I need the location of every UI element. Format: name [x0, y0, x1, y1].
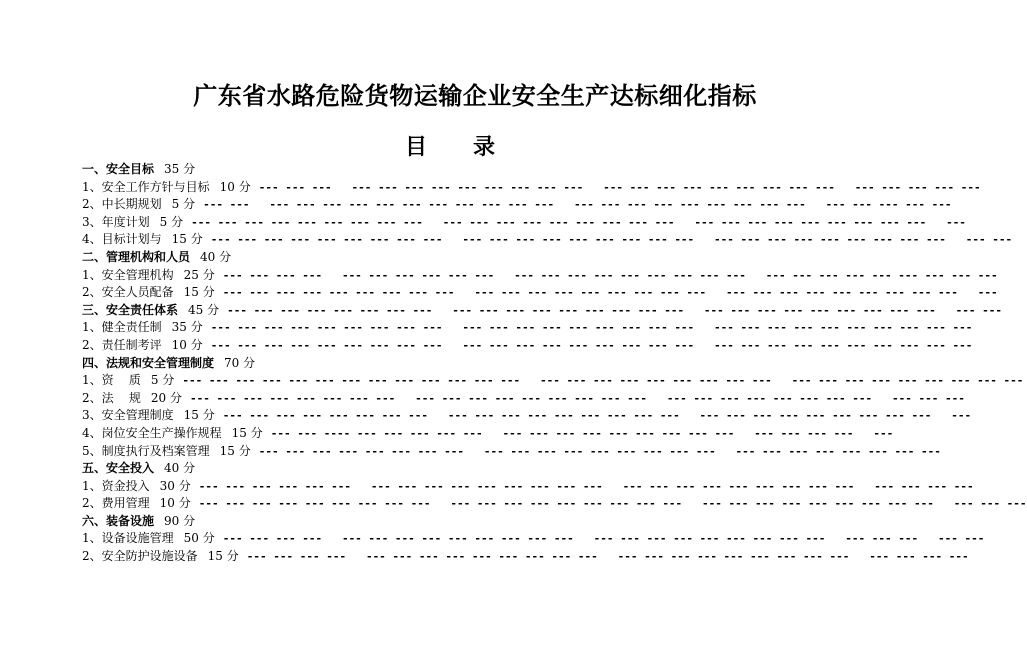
toc-item-label: 2、中长期规划	[82, 197, 162, 212]
toc-item-row	[82, 443, 941, 461]
toc-score: 30 分	[159, 478, 191, 493]
toc-item-label: 3、安全管理制度	[82, 408, 174, 423]
toc-score: 20 分	[150, 390, 182, 405]
toc-item-row	[82, 425, 894, 443]
toc-score: 15 分	[171, 232, 203, 247]
toc-item-label: 2、法 规	[82, 390, 141, 405]
toc-item-label: 2、费用管理	[82, 496, 150, 511]
toc-score: 40 分	[164, 461, 196, 476]
toc-item-row	[82, 548, 969, 566]
toc-dash-leader: --- --- --- --- --- --- --- --- --- --- --- --- --- --- --- --- --- --- --- --- --- --- --- --- --- --- ---	[222, 532, 985, 546]
toc-section-row	[82, 355, 842, 373]
toc-item-label: 3、年度计划	[82, 214, 150, 229]
toc-dash-leader: --- --- --- --- --- --- --- --- --- --- --- --- --- --- --- --- --- --- --- --- --- --- --- --- --- --- --- ---	[198, 479, 974, 493]
toc-dash-leader: --- --- --- --- --- --- --- --- --- --- --- --- --- --- --- --- --- --- --- --- --- --- --- --- --- --- --- ---	[191, 215, 966, 229]
toc-score: 10 分	[219, 179, 251, 194]
toc-dash-leader: --- --- --- --- --- --- --- --- --- --- --- --- --- --- --- --- --- --- --- --- --- --- --- --- --- ---	[246, 550, 969, 564]
toc-section-row	[82, 161, 842, 179]
toc-score: 35 分	[164, 162, 196, 176]
toc-dash-leader: --- --- --- --- --- --- --- --- --- --- --- --- --- --- --- --- --- --- --- --- --- --- --- --- --- ---	[258, 180, 981, 194]
toc-score: 25 分	[183, 267, 215, 282]
toc-score: 10 分	[159, 496, 191, 511]
toc-score: 45 分	[188, 302, 220, 317]
toc-item-label: 1、健全责任制	[82, 320, 162, 335]
toc-score: 70 分	[224, 355, 256, 370]
toc-section-label: 一、安全目标	[82, 162, 155, 176]
toc-dash-leader: --- --- --- --- --- --- --- --- --- --- --- --- --- --- --- --- --- --- --- --- --- --- --- --- --- --- ---	[222, 409, 972, 423]
toc-score: 5 分	[171, 197, 196, 212]
toc-item-row	[82, 372, 1024, 390]
toc-item-row	[82, 530, 985, 548]
toc-section-label: 三、安全责任体系	[82, 302, 179, 317]
toc-item-row	[82, 231, 1013, 249]
toc-score: 5 分	[150, 373, 175, 388]
toc-dash-leader: --- --- --- --- --- --- --- --- --- --- --- --- --- --- --- --- --- --- --- --- --- --- --- --- --- --- --- --- --- ---	[198, 497, 1027, 511]
toc-dash-leader: --- --- --- --- --- --- --- --- --- --- --- --- --- --- --- --- --- --- --- --- --- --- --- --- --- --- --- ---	[210, 321, 973, 335]
toc-item-row	[82, 319, 973, 337]
toc-item-row	[82, 478, 974, 496]
toc-dash-leader: --- --- --- --- --- --- --- --- --- --- --- --- --- --- --- --- --- --- --- --- --- --- --- --- --- --- --- --- --- --- ---	[182, 374, 1024, 388]
toc-heading: 目 录	[405, 135, 495, 160]
toc-score: 15 分	[219, 443, 251, 458]
toc-item-label: 2、安全防护设施设备	[82, 549, 198, 564]
toc-item-label: 1、安全管理机构	[82, 267, 174, 282]
toc-dash-leader: --- --- --- --- --- --- --- --- --- --- --- --- --- --- --- --- --- --- --- --- --- --- --- --- --- --- --- ---	[210, 338, 973, 352]
toc-item-row	[82, 196, 952, 214]
toc-item-row	[82, 390, 965, 408]
toc-item-label: 1、安全工作方针与目标	[82, 179, 210, 194]
toc-item-label: 1、资 质	[82, 373, 141, 388]
toc-section-label: 二、管理机构和人员	[82, 249, 191, 264]
toc-item-label: 1、设备设施管理	[82, 531, 174, 546]
toc-score: 35 分	[171, 320, 203, 335]
toc-item-row	[82, 495, 1027, 513]
toc-section-row	[82, 513, 842, 531]
toc-score: 40 分	[200, 249, 232, 264]
table-of-contents	[82, 161, 1027, 566]
toc-item-row	[82, 179, 981, 197]
toc-score: 15 分	[207, 549, 239, 564]
toc-item-row	[82, 337, 973, 355]
toc-section-row	[82, 249, 842, 267]
toc-dash-leader: --- --- --- --- --- --- --- --- --- --- --- --- --- --- --- --- --- --- --- --- --- --- --- --- --- --- --- ---	[222, 286, 998, 300]
document-title: 广东省水路危险货物运输企业安全生产达标细化指标	[193, 82, 757, 110]
toc-item-row	[82, 267, 998, 285]
toc-dash-leader: --- --- --- --- --- --- --- --- --- --- --- --- --- --- --- --- --- --- --- --- --- --- --- --- --- --- --- ---	[222, 268, 998, 282]
toc-score: 15 分	[231, 425, 263, 440]
toc-item-label: 2、责任制考评	[82, 337, 162, 352]
toc-dash-leader: --- --- --- --- --- --- --- --- --- --- --- --- --- --- --- --- --- --- --- --- --- --- --- --- ---	[258, 444, 941, 458]
toc-score: 15 分	[183, 285, 215, 300]
toc-section-label: 五、安全投入	[82, 461, 155, 476]
toc-dash-leader: --- --- --- --- --- --- --- --- --- --- --- --- --- --- --- --- --- --- --- --- --- --- --- --- --- --- --- --- ---	[210, 233, 1013, 247]
toc-dash-leader: --- --- --- --- --- --- --- --- --- --- --- --- --- --- --- --- --- --- --- --- --- --- --- --- --- --- --- ---	[227, 303, 1002, 317]
toc-dash-leader: --- --- --- --- --- --- --- --- --- --- --- --- --- --- --- --- --- --- --- --- --- --- --- --- --- --- ---	[203, 198, 952, 212]
toc-item-label: 4、岗位安全生产操作规程	[82, 425, 222, 440]
toc-item-label: 5、制度执行及档案管理	[82, 443, 210, 458]
toc-item-row	[82, 214, 966, 232]
toc-section-label: 四、法规和安全管理制度	[82, 355, 215, 370]
toc-item-row	[82, 284, 998, 302]
toc-item-label: 4、目标计划与	[82, 232, 162, 247]
toc-score: 15 分	[183, 408, 215, 423]
toc-dash-leader: --- --- --- --- --- --- --- --- --- --- --- --- --- --- --- --- --- --- --- --- --- --- --- --- --- --- --- ---	[190, 391, 965, 405]
toc-score: 5 分	[159, 214, 184, 229]
toc-score: 90 分	[164, 513, 196, 528]
toc-section-label: 六、装备设施	[82, 513, 155, 528]
toc-item-label: 2、安全人员配备	[82, 285, 174, 300]
toc-item-row	[82, 407, 972, 425]
toc-section-row	[82, 460, 842, 478]
toc-item-label: 1、资金投入	[82, 478, 150, 493]
toc-score: 10 分	[171, 337, 203, 352]
toc-section-row	[82, 302, 1002, 320]
toc-dash-leader: --- --- ---- --- --- --- --- --- --- --- --- --- --- --- --- --- --- --- --- --- --- ---	[270, 426, 894, 440]
toc-score: 50 分	[183, 531, 215, 546]
